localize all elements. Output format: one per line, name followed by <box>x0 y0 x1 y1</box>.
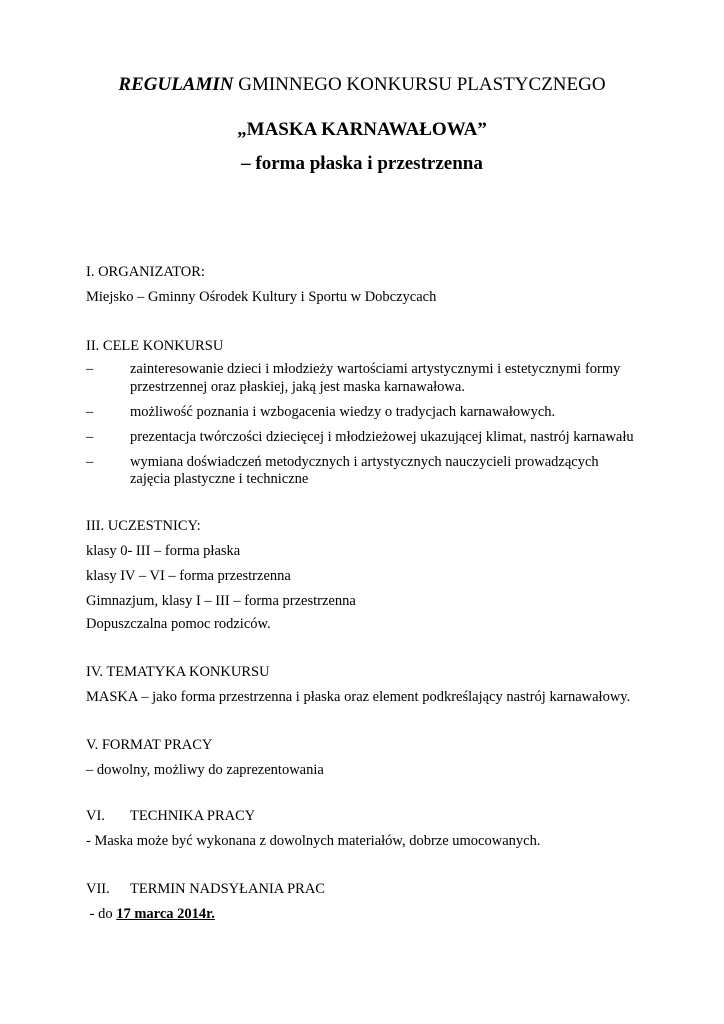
section-deadline-heading: TERMIN NADSYŁANIA PRAC <box>130 881 325 897</box>
goal-item-1-line1: zainteresowanie dzieci i młodzieży wartościami artystycznymi i estetycznymi formy <box>130 361 621 377</box>
section-technique-text: - Maska może być wykonana z dowolnych materiałów, dobrze umocowanych. <box>86 833 541 849</box>
bullet-dash: – <box>86 429 94 445</box>
section-theme-text: MASKA – jako forma przestrzenna i płaska oraz element podkreślający nastrój karnawałowy. <box>86 689 631 705</box>
contest-subtitle: – forma płaska i przestrzenna <box>241 153 483 174</box>
participants-line-1: klasy 0- III – forma płaska <box>86 543 241 559</box>
goal-item-4-line2: zajęcia plastyczne i techniczne <box>130 471 309 487</box>
section-deadline-number: VII. <box>86 881 110 897</box>
contest-name: „MASKA KARNAWAŁOWA” <box>237 119 487 140</box>
deadline-date: 17 marca 2014r. <box>116 906 215 922</box>
deadline-prefix: - do <box>86 906 117 922</box>
section-participants-heading: III. UCZESTNICY: <box>86 518 201 534</box>
section-technique-number: VI. <box>86 808 105 824</box>
section-deadline-text <box>86 906 215 923</box>
bullet-dash: – <box>86 361 94 377</box>
section-format-text: – dowolny, możliwy do zaprezentowania <box>86 762 324 778</box>
goal-item-3: prezentacja twórczości dziecięcej i młodzieżowej ukazującej klimat, nastrój karnawału <box>130 429 634 445</box>
section-organizer-heading: I. ORGANIZATOR: <box>86 264 205 280</box>
bullet-dash: – <box>86 454 94 470</box>
section-organizer-text: Miejsko – Gminny Ośrodek Kultury i Sportu w Dobczycach <box>86 289 437 305</box>
participants-line-3: Gimnazjum, klasy I – III – forma przestrzenna <box>86 593 356 609</box>
goal-item-4-line1: wymiana doświadczeń metodycznych i artystycznych nauczycieli prowadzących <box>130 454 599 470</box>
goal-item-2: możliwość poznania i wzbogacenia wiedzy o tradycjach karnawałowych. <box>130 404 556 420</box>
document-title <box>0 74 724 96</box>
participants-line-4: Dopuszczalna pomoc rodziców. <box>86 616 271 632</box>
participants-line-2: klasy IV – VI – forma przestrzenna <box>86 568 291 584</box>
title-italic-word: REGULAMIN <box>118 74 234 95</box>
section-format-heading: V. FORMAT PRACY <box>86 737 213 753</box>
title-rest: GMINNEGO KONKURSU PLASTYCZNEGO <box>233 74 606 95</box>
section-goals-heading: II. CELE KONKURSU <box>86 338 224 354</box>
section-technique-heading: TECHNIKA PRACY <box>130 808 256 824</box>
bullet-dash: – <box>86 404 94 420</box>
section-theme-heading: IV. TEMATYKA KONKURSU <box>86 664 270 680</box>
goal-item-1-line2: przestrzennej oraz płaskiej, jaką jest maska karnawałowa. <box>130 379 465 395</box>
